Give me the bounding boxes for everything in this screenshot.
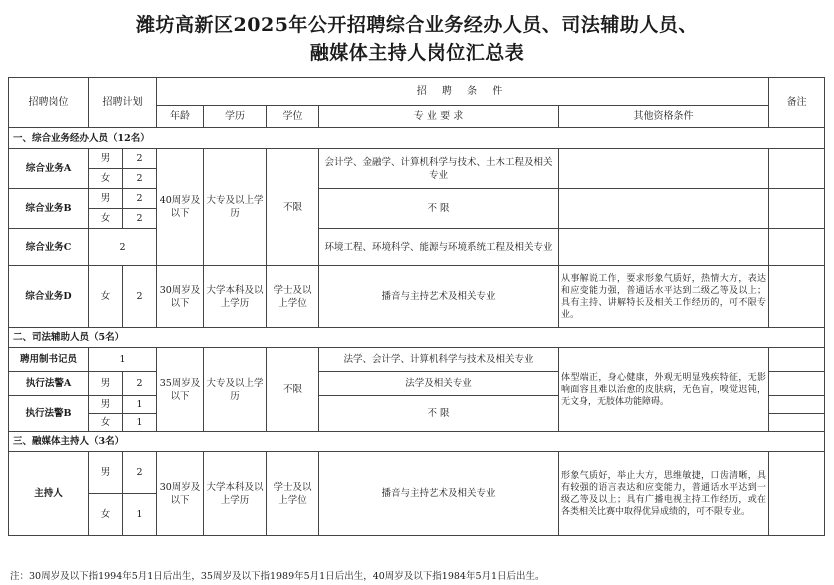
post-name: 执行法警B	[9, 396, 89, 432]
remark-cell	[769, 266, 825, 328]
section-title: 一、综合业务经办人员（12名）	[9, 128, 825, 149]
major-requirement: 不 限	[319, 396, 559, 432]
remark-cell	[769, 452, 825, 536]
other-requirement	[559, 149, 769, 189]
count: 1	[123, 494, 157, 536]
count: 2	[123, 169, 157, 189]
positions-table	[8, 77, 825, 536]
remark-cell	[769, 372, 825, 396]
gender: 女	[89, 414, 123, 432]
header-degree: 学位	[267, 106, 319, 128]
remark-cell	[769, 189, 825, 229]
header-age: 年龄	[157, 106, 204, 128]
gender: 女	[89, 169, 123, 189]
post-name: 综合业务A	[9, 149, 89, 189]
gender: 男	[89, 149, 123, 169]
major-requirement: 法学、会计学、计算机科学与技术及相关专业	[319, 348, 559, 372]
remark-cell	[769, 229, 825, 266]
gender: 男	[89, 372, 123, 396]
section-title: 二、司法辅助人员（5名）	[9, 328, 825, 348]
age-requirement: 30周岁及以下	[157, 266, 204, 328]
post-name: 综合业务C	[9, 229, 89, 266]
post-name: 主持人	[9, 452, 89, 536]
other-requirement: 从事解说工作，要求形象气质好，热情大方，表达和应变能力强，普通话水平达到二级乙等及以上；具有主持、讲解特长及相关工作经历的，可不限专业。	[559, 266, 769, 328]
other-requirement: 形象气质好，举止大方，思维敏捷，口齿清晰，具有较强的语言表达和应变能力，普通话水平达到一级乙等及以上；具有广播电视主持工作经历，或在各类相关比赛中取得优异成绩的，可不限专业。	[559, 452, 769, 536]
gender: 女	[89, 209, 123, 229]
header-other: 其他资格条件	[559, 106, 769, 128]
remark-cell	[769, 348, 825, 372]
count: 2	[123, 372, 157, 396]
gender: 女	[89, 266, 123, 328]
count: 2	[123, 266, 157, 328]
degree-requirement: 不限	[267, 149, 319, 266]
other-requirement	[559, 229, 769, 266]
count: 1	[89, 348, 157, 372]
age-requirement: 35周岁及以下	[157, 348, 204, 432]
degree-requirement: 学士及以上学位	[267, 266, 319, 328]
major-requirement: 环境工程、环境科学、能源与环境系统工程及相关专业	[319, 229, 559, 266]
header-conditions: 招 聘 条 件	[157, 78, 769, 106]
page-title-line1: 潍坊高新区2025年公开招聘综合业务经办人员、司法辅助人员、	[136, 14, 698, 36]
post-name: 综合业务D	[9, 266, 89, 328]
other-requirement: 体型端正，身心健康，外观无明显残疾特征，无影响面容且难以治愈的皮肤病，无色盲，嗅觉迟钝，无文身，无肢体功能障碍。	[559, 348, 769, 432]
gender: 男	[89, 452, 123, 494]
section-title: 三、融媒体主持人（3名）	[9, 432, 825, 452]
remark-cell	[769, 396, 825, 414]
major-requirement: 会计学、金融学、计算机科学与技术、土木工程及相关专业	[319, 149, 559, 189]
post-name: 执行法警A	[9, 372, 89, 396]
gender: 女	[89, 494, 123, 536]
count: 2	[123, 189, 157, 209]
header-major: 专 业 要 求	[319, 106, 559, 128]
degree-requirement: 不限	[267, 348, 319, 432]
footnote: 注：30周岁及以下指1994年5月1日后出生，35周岁及以下指1989年5月1日后出生，40周岁及以下指1984年5月1日后出生。	[10, 571, 545, 582]
education-requirement: 大专及以上学历	[204, 149, 267, 266]
age-requirement: 40周岁及以下	[157, 149, 204, 266]
gender: 男	[89, 396, 123, 414]
gender: 男	[89, 189, 123, 209]
major-requirement: 播音与主持艺术及相关专业	[319, 452, 559, 536]
other-requirement	[559, 189, 769, 229]
education-requirement: 大专及以上学历	[204, 348, 267, 432]
count: 2	[89, 229, 157, 266]
count: 2	[123, 452, 157, 494]
header-post: 招聘岗位	[9, 78, 89, 128]
count: 2	[123, 209, 157, 229]
post-name: 综合业务B	[9, 189, 89, 229]
education-requirement: 大学本科及以上学历	[204, 452, 267, 536]
education-requirement: 大学本科及以上学历	[204, 266, 267, 328]
remark-cell	[769, 414, 825, 432]
count: 1	[123, 396, 157, 414]
remark-cell	[769, 149, 825, 189]
major-requirement: 法学及相关专业	[319, 372, 559, 396]
header-plan: 招聘计划	[89, 78, 157, 128]
header-education: 学历	[204, 106, 267, 128]
major-requirement: 播音与主持艺术及相关专业	[319, 266, 559, 328]
post-name: 聘用制书记员	[9, 348, 89, 372]
count: 2	[123, 149, 157, 169]
page-title-line2: 融媒体主持人岗位汇总表	[309, 42, 525, 64]
count: 1	[123, 414, 157, 432]
age-requirement: 30周岁及以下	[157, 452, 204, 536]
major-requirement: 不 限	[319, 189, 559, 229]
header-remark: 备注	[769, 78, 825, 128]
degree-requirement: 学士及以上学位	[267, 452, 319, 536]
